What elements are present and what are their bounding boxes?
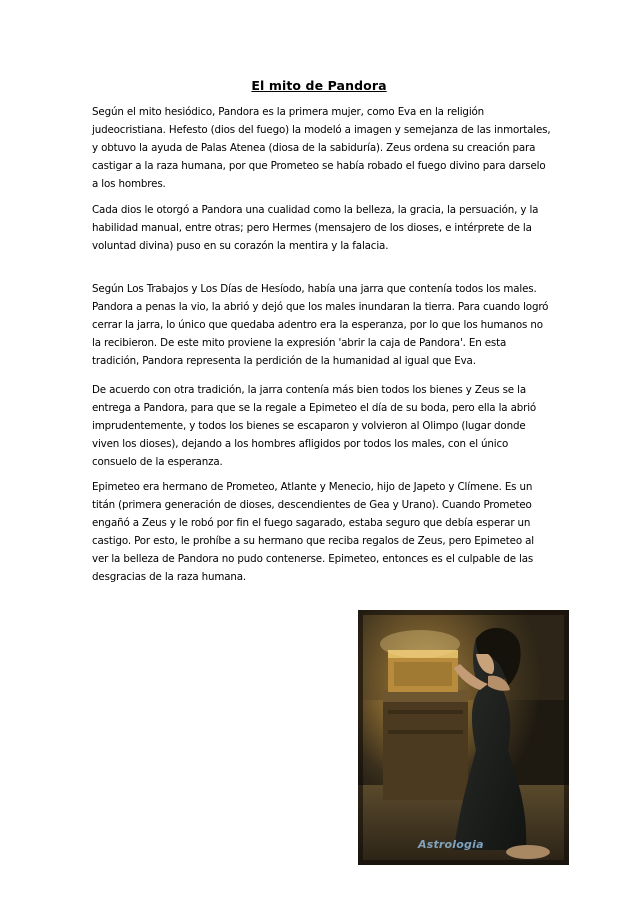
paragraph-intro: Según el mito hesiódico, Pandora es la primera mujer, como Eva en la religión judeocristiana. Hefesto (dios del fuego) la modeló a imagen y semejanza de las inmortales, y obtuvo la ayuda de Palas Atenea (diosa de la sabiduría). Zeus ordena su creación para castigar a la raza humana, por que Prometeo se había robado el fuego divino para darselo a los hombres. (92, 106, 551, 190)
document-title: El mito de Pandora (251, 78, 387, 93)
paragraph-jar-goods: De acuerdo con otra tradición, la jarra contenía más bien todos los bienes y Zeus se la entrega a Pandora, para que se la regale a Epimeteo el día de su boda, pero ella la abrió imprudentemente, y todos los bienes se escaparon y volvieron al Olimpo (lugar donde viven los dioses), dejando a los hombres afligidos por todos los males, con el único consuelo de la esperanza. (92, 384, 537, 468)
paragraph-epimetheus: Epimeteo era hermano de Prometeo, Atlante y Menecio, hijo de Japeto y Clímene. Es un titán (primera generación de dioses, descendientes de Gea y Urano). Cuando Prometeo engañó a Zeus y le robó por fin el fuego sagarado, estaba seguro que debía esperar un castigo. Por esto, le prohíbe a su hermano que reciba regalos de Zeus, pero Epimeteo al ver la belleza de Pandora no pudo contenerse. Epimeteo, entonces es el culpable de las desgracias de la raza humana. (92, 481, 535, 583)
watermark-text: Astrologia (418, 838, 484, 851)
paragraph-gifts: Cada dios le otorgó a Pandora una cualidad como la belleza, la gracia, la persuación, y la habilidad manual, entre otras; pero Hermes (mensajero de los dioses, e intérprete de la voluntad divina) puso en su corazón la mentira y la falacia. (92, 204, 539, 252)
paragraph-jar-evils: Según Los Trabajos y Los Días de Hesíodo, había una jarra que contenía todos los males. Pandora a penas la vio, la abrió y dejó que los males inundaran la tierra. Para cuando logró cerrar la jarra, lo único que quedaba adentro era la esperanza, por lo que los humanos no la recibieron. De este mito proviene la expresión 'abrir la caja de Pandora'. En esta tradición, Pandora representa la perdición de la humanidad al igual que Eva. (92, 283, 549, 367)
painting-illustration (358, 610, 569, 865)
pandora-painting-image (358, 610, 569, 865)
